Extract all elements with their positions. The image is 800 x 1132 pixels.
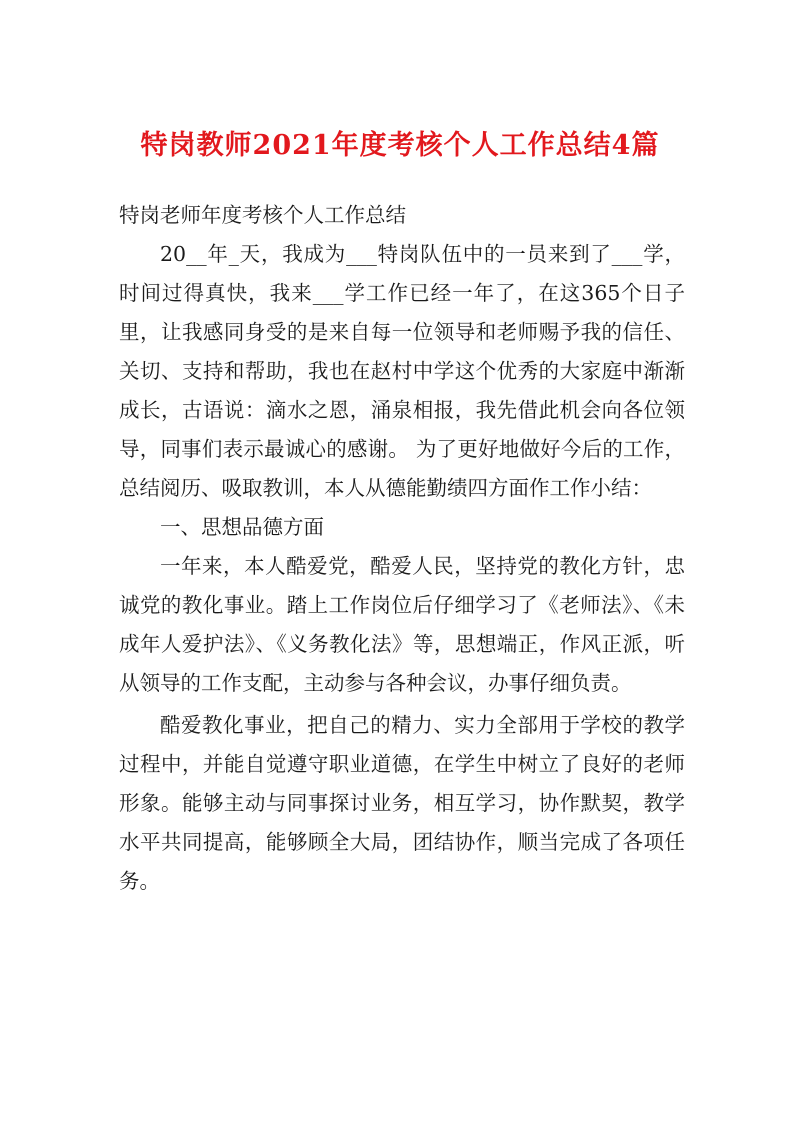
document-body <box>119 196 685 901</box>
paragraph-dedication: 酷爱教化事业，把自己的精力、实力全部用于学校的教学过程中，并能自觉遵守职业道德，在学生中树立了良好的老师形象。能够主动与同事探讨业务，相互学习，协作默契，教学水平共同提高，能够顾全大局，团结协作，顺当完成了各项任务。 <box>119 713 685 893</box>
paragraph-intro: 20__年_天，我成为___特岗队伍中的一员来到了___学，时间过得真快，我来___学工作已经一年了，在这365个日子里，让我感同身受的是来自每一位领导和老师赐予我的信任、关切、支持和帮助，我也在赵村中学这个优秀的大家庭中渐渐成长，古语说：滴水之恩，涌泉相报，我先借此机会向各位领导，同事们表示最诚心的感谢。 为了更好地做好今后的工作，总结阅历、吸取教训，本人从德能勤绩四方面作工作小结： <box>119 242 685 500</box>
section-subtitle: 特岗老师年度考核个人工作总结 <box>119 203 406 227</box>
section-heading: 一、思想品德方面 <box>160 515 324 539</box>
paragraph-ideology: 一年来，本人酷爱党，酷爱人民，坚持党的教化方针，忠诚党的教化事业。踏上工作岗位后仔细学习了《老师法》、《未成年人爱护法》、《义务教化法》等，思想端正，作风正派，听从领导的工作支配，主动参与各种会议，办事仔细负责。 <box>119 554 685 695</box>
document-title: 特岗教师2021年度考核个人工作总结4篇 <box>140 130 660 161</box>
